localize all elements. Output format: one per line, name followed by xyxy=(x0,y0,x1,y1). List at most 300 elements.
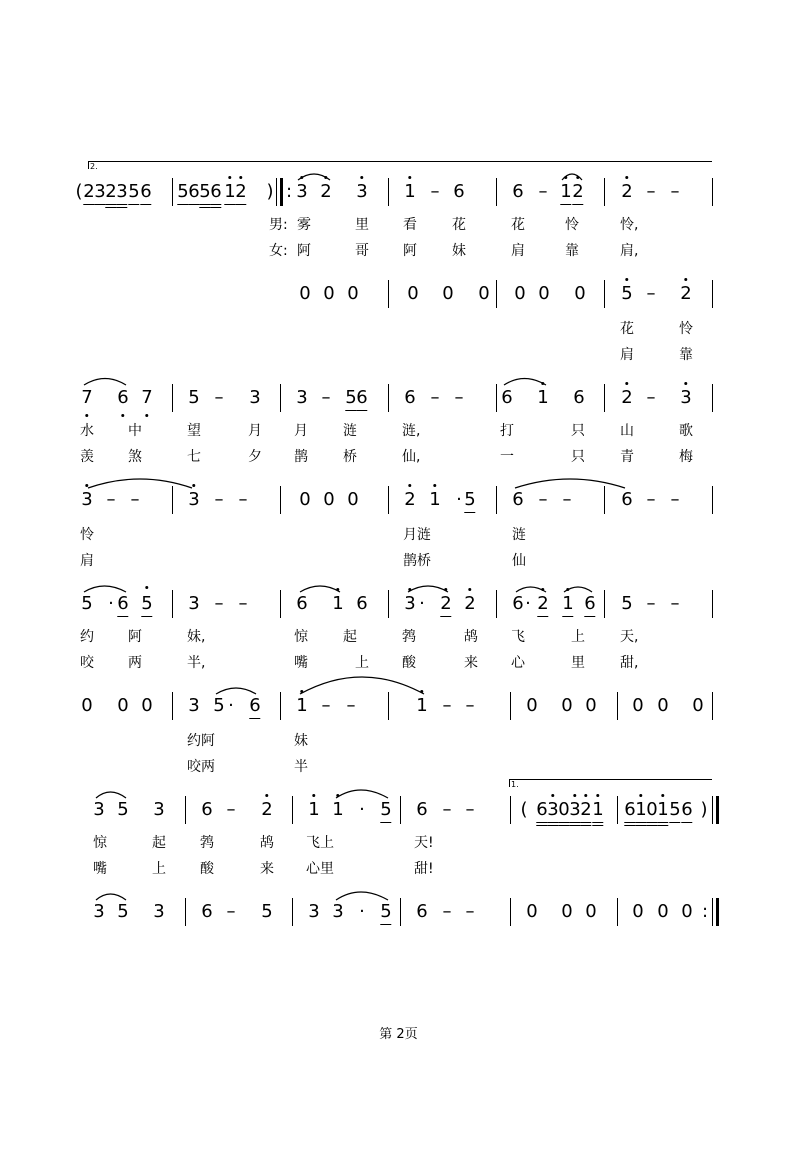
slur xyxy=(300,586,340,592)
note: 7 xyxy=(141,388,152,408)
paren-open: ( xyxy=(520,799,528,820)
barline xyxy=(388,280,389,308)
lyric: 鹁 xyxy=(402,629,416,645)
lyric: 飞 xyxy=(511,629,525,645)
note: 2 xyxy=(404,490,415,510)
note: 5 xyxy=(261,901,273,922)
lyric: 心里 xyxy=(306,861,334,877)
lyric: 雾 xyxy=(297,217,311,233)
note: 2 xyxy=(105,181,117,202)
note: 5 xyxy=(621,284,632,304)
dash: – xyxy=(465,799,475,820)
note: 0 xyxy=(81,695,93,716)
staff-row-5 xyxy=(0,696,797,726)
lyric: 月涟 xyxy=(403,527,431,543)
barline xyxy=(292,898,293,926)
note: 5 xyxy=(380,799,392,820)
note: 6 xyxy=(117,593,129,614)
note: 6 xyxy=(356,593,368,614)
dash: – xyxy=(214,593,224,614)
staff-row-4 xyxy=(0,594,797,624)
note: 3 xyxy=(308,901,320,922)
lyric: 羡 xyxy=(80,449,94,465)
barline xyxy=(172,178,173,206)
staff-row-3 xyxy=(0,490,797,520)
barline xyxy=(712,796,713,824)
lyric: 桥 xyxy=(343,449,357,465)
volta-mark-2: 2. xyxy=(90,162,98,171)
dash: – xyxy=(130,489,140,510)
dash: – xyxy=(238,593,248,614)
lyric: 天! xyxy=(414,835,434,851)
lyric-prefix-male: 男: xyxy=(269,217,288,233)
dash: – xyxy=(465,901,475,922)
lyric: 涟 xyxy=(343,423,357,439)
volta-bracket-line xyxy=(509,779,712,780)
note: 5 xyxy=(117,901,129,922)
lyric: 仙 xyxy=(512,553,526,569)
barline xyxy=(712,178,713,206)
barline xyxy=(280,692,281,720)
note: 0 xyxy=(407,283,419,304)
note: 0 xyxy=(681,901,693,922)
dash: – xyxy=(430,387,440,408)
lyric: 上 xyxy=(152,861,166,877)
dash: – xyxy=(226,799,236,820)
note: 5 xyxy=(669,799,681,820)
note: 3 xyxy=(249,387,261,408)
lyric: 惊 xyxy=(294,629,308,645)
slur xyxy=(408,586,448,592)
lyric: 阿 xyxy=(403,243,417,259)
volta-bracket-line xyxy=(88,161,712,162)
barline xyxy=(510,796,511,824)
note: 6 xyxy=(621,489,633,510)
lyric: 甜! xyxy=(414,861,434,877)
lyric: 靠 xyxy=(679,347,693,363)
lyric: 煞 xyxy=(128,449,142,465)
note: 6 xyxy=(681,799,693,820)
lyric: 肩 xyxy=(620,347,634,363)
note: 1 xyxy=(429,490,440,510)
lyric: 甜, xyxy=(620,655,639,671)
note: 3 xyxy=(153,799,165,820)
lyric: 只 xyxy=(571,423,585,439)
lyric: 来 xyxy=(260,861,274,877)
lyric: 鸪 xyxy=(464,629,478,645)
note: 6 xyxy=(536,799,548,820)
note: 0 xyxy=(478,283,490,304)
barline xyxy=(712,384,713,412)
barline xyxy=(388,384,389,412)
note: 5 xyxy=(128,181,140,202)
note: 0 xyxy=(692,695,704,716)
lyric: 花 xyxy=(452,217,466,233)
barline xyxy=(617,898,618,926)
barline xyxy=(292,796,293,824)
lyric: 约 xyxy=(80,629,94,645)
lyric: 七 xyxy=(187,449,201,465)
lyric: 鹁 xyxy=(200,835,214,851)
barline xyxy=(172,384,173,412)
note: 0 xyxy=(558,799,570,820)
lyric: 月 xyxy=(248,423,262,439)
repeat-start-barline xyxy=(280,178,283,206)
note: 6 xyxy=(201,799,213,820)
lyric-prefix-female: 女: xyxy=(269,243,288,259)
note: 5 xyxy=(213,695,225,716)
page-number: 第 2页 xyxy=(379,1027,418,1042)
note: 2 xyxy=(621,388,632,408)
note: 3 xyxy=(116,181,128,202)
lyric: 怜 xyxy=(565,217,579,233)
note: 5 xyxy=(188,387,200,408)
note: 3 xyxy=(188,490,199,510)
lyric: 涟 xyxy=(512,527,526,543)
lyric: 两 xyxy=(128,655,142,671)
dash: – xyxy=(442,799,452,820)
lyric: 仙, xyxy=(402,449,421,465)
note: 1 xyxy=(560,182,571,202)
note: 0 xyxy=(561,695,573,716)
note: 3 xyxy=(93,901,105,922)
lyric: 哥 xyxy=(355,243,369,259)
note: 0 xyxy=(323,489,335,510)
note: 5 xyxy=(464,489,476,510)
lyric: 半 xyxy=(294,759,308,775)
note: 2 xyxy=(680,284,691,304)
note: 6 xyxy=(584,593,596,614)
barline xyxy=(604,384,605,412)
barline xyxy=(400,796,401,824)
lyric: 鹊桥 xyxy=(403,553,431,569)
note: 3 xyxy=(404,594,415,614)
note: 1 xyxy=(416,696,427,716)
note: 0 xyxy=(299,489,311,510)
barline xyxy=(604,590,605,618)
barline xyxy=(388,692,389,720)
note: 6 xyxy=(501,387,513,408)
aug-dot: · xyxy=(108,593,114,614)
barline xyxy=(496,384,497,412)
note: 0 xyxy=(632,695,644,716)
barline xyxy=(496,280,497,308)
note: 3 xyxy=(93,799,105,820)
tie xyxy=(300,677,424,694)
note: 5 xyxy=(621,593,633,614)
note: 6 xyxy=(624,799,636,820)
aug-dot: · xyxy=(419,593,425,614)
note: 2 xyxy=(261,800,272,820)
dash: – xyxy=(214,489,224,510)
staff-row-7 xyxy=(0,902,797,932)
lyric: 里 xyxy=(355,217,369,233)
lyric: 惊 xyxy=(93,835,107,851)
barline xyxy=(712,486,713,514)
note: 3 xyxy=(81,490,92,510)
note: 3 xyxy=(188,695,200,716)
dash: – xyxy=(646,283,656,304)
note: 5 xyxy=(141,594,152,614)
lyric: 肩 xyxy=(511,243,525,259)
lyric: 肩 xyxy=(80,553,94,569)
lyric: 涟, xyxy=(402,423,421,439)
tie xyxy=(515,479,625,488)
note: 6 xyxy=(201,901,213,922)
note: 0 xyxy=(514,283,526,304)
dash: – xyxy=(646,181,656,202)
barline xyxy=(172,486,173,514)
lyric: 起 xyxy=(152,835,166,851)
lyric: 上 xyxy=(355,655,369,671)
note: 1 xyxy=(657,800,668,820)
barline xyxy=(496,590,497,618)
staff-row-1b xyxy=(0,284,797,314)
barline xyxy=(280,486,281,514)
note: 3 xyxy=(153,901,165,922)
lyric: 打 xyxy=(500,423,514,439)
lyric: 阿 xyxy=(297,243,311,259)
slur xyxy=(216,688,256,694)
aug-dot: · xyxy=(228,695,234,716)
slur xyxy=(96,894,126,900)
staff-row-2 xyxy=(0,388,797,418)
dash: – xyxy=(562,489,572,510)
note: 6 xyxy=(453,181,465,202)
dash: – xyxy=(454,387,464,408)
slur xyxy=(96,792,126,798)
dash: – xyxy=(646,593,656,614)
note: 1 xyxy=(332,800,343,820)
barline xyxy=(712,590,713,618)
barline xyxy=(604,178,605,206)
repeat-end-barline xyxy=(716,898,719,926)
dash: – xyxy=(214,387,224,408)
lyric: 咬两 xyxy=(187,759,215,775)
lyric: 花 xyxy=(511,217,525,233)
lyric: 里 xyxy=(571,655,585,671)
note: 5 xyxy=(177,181,189,202)
barline xyxy=(617,796,618,824)
note: 2 xyxy=(320,182,331,202)
paren-close: ) xyxy=(266,181,274,202)
note: 0 xyxy=(646,799,658,820)
lyric: 靠 xyxy=(565,243,579,259)
aug-dot: · xyxy=(359,799,365,820)
lyric: 怜 xyxy=(679,321,693,337)
lyric: 咬 xyxy=(80,655,94,671)
paren-open: ( xyxy=(75,181,83,202)
note: 3 xyxy=(356,182,367,202)
barline xyxy=(617,692,618,720)
dash: – xyxy=(538,489,548,510)
paren-close: ) xyxy=(700,799,708,820)
lyric: 酸 xyxy=(402,655,416,671)
note: 5 xyxy=(199,181,211,202)
note: 2 xyxy=(440,594,451,614)
note: 3 xyxy=(680,388,691,408)
slur xyxy=(84,379,126,386)
note: 6 xyxy=(512,181,524,202)
note: 0 xyxy=(442,283,454,304)
note: 0 xyxy=(657,695,669,716)
lyric: 歌 xyxy=(679,423,693,439)
lyric: 飞上 xyxy=(306,835,334,851)
dash: – xyxy=(646,489,656,510)
volta-mark-1: 1. xyxy=(511,780,519,789)
note: 0 xyxy=(538,283,550,304)
lyric: 妹, xyxy=(187,629,206,645)
note: 3 xyxy=(332,901,344,922)
barline xyxy=(712,898,713,926)
aug-dot: · xyxy=(359,901,365,922)
tie xyxy=(88,479,192,488)
note: 3 xyxy=(569,800,580,820)
aug-dot: · xyxy=(456,489,462,510)
lyric: 月 xyxy=(294,423,308,439)
note: 6 xyxy=(573,387,585,408)
repeat-dots: : xyxy=(701,901,709,922)
note: 6 xyxy=(512,489,524,510)
dash: – xyxy=(646,387,656,408)
note: 1 xyxy=(308,800,319,820)
note: 1 xyxy=(224,182,235,202)
lyric: 来 xyxy=(464,655,478,671)
dash: – xyxy=(226,901,236,922)
lyric: 夕 xyxy=(248,449,262,465)
lyric: 山 xyxy=(620,423,634,439)
lyric: 阿 xyxy=(128,629,142,645)
note: 2 xyxy=(572,182,583,202)
lyric: 怜 xyxy=(80,527,94,543)
barline xyxy=(496,486,497,514)
note: 3 xyxy=(188,593,200,614)
note: 2 xyxy=(537,594,548,614)
staff-row-1 xyxy=(0,182,797,212)
note: 1 xyxy=(537,388,548,408)
note: 2 xyxy=(580,800,591,820)
note: 0 xyxy=(632,901,644,922)
note: 1 xyxy=(332,594,343,614)
note: 0 xyxy=(299,283,311,304)
barline xyxy=(172,590,173,618)
lyric: 妹 xyxy=(452,243,466,259)
lyric: 肩, xyxy=(620,243,639,259)
dash: – xyxy=(670,181,680,202)
lyric: 一 xyxy=(500,449,514,465)
barline xyxy=(280,590,281,618)
lyric: 青 xyxy=(620,449,634,465)
lyric: 怜, xyxy=(620,217,639,233)
barline xyxy=(604,280,605,308)
note: 6 xyxy=(117,388,128,408)
note: 5 xyxy=(117,799,129,820)
barline xyxy=(280,384,281,412)
note: 1 xyxy=(562,594,573,614)
dash: – xyxy=(442,695,452,716)
volta-bracket-hook xyxy=(509,779,510,787)
barline xyxy=(388,486,389,514)
dash: – xyxy=(670,593,680,614)
note: 3 xyxy=(296,182,307,202)
barline xyxy=(185,796,186,824)
slur xyxy=(336,892,388,900)
note: 6 xyxy=(296,593,308,614)
lyric: 心 xyxy=(511,655,525,671)
note: 1 xyxy=(635,800,646,820)
dash: – xyxy=(321,695,331,716)
lyric: 上 xyxy=(571,629,585,645)
lyric: 看 xyxy=(403,217,417,233)
note: 0 xyxy=(347,489,359,510)
note: 0 xyxy=(526,695,538,716)
barline xyxy=(400,898,401,926)
slur xyxy=(336,790,388,798)
note: 5 xyxy=(345,387,357,408)
note: 0 xyxy=(574,283,586,304)
note: 6 xyxy=(356,387,368,408)
lyric: 酸 xyxy=(200,861,214,877)
note: 1 xyxy=(296,696,307,716)
note: 0 xyxy=(141,695,153,716)
note: 5 xyxy=(81,593,93,614)
note: 3 xyxy=(547,800,558,820)
dash: – xyxy=(346,695,356,716)
barline xyxy=(276,178,277,206)
lyric: 望 xyxy=(187,423,201,439)
note: 1 xyxy=(404,182,415,202)
note: 0 xyxy=(657,901,669,922)
lyric: 天, xyxy=(620,629,639,645)
note: 6 xyxy=(210,181,222,202)
dash: – xyxy=(442,901,452,922)
lyric: 鸪 xyxy=(260,835,274,851)
note: 0 xyxy=(347,283,359,304)
lyric: 妹 xyxy=(294,733,308,749)
note: 6 xyxy=(416,901,428,922)
barline xyxy=(496,178,497,206)
lyric: 约阿 xyxy=(187,733,215,749)
note: 3 xyxy=(94,181,106,202)
note: 5 xyxy=(380,901,392,922)
lyric: 梅 xyxy=(679,449,693,465)
slur xyxy=(84,586,126,592)
note: 1 xyxy=(592,800,603,820)
dash: – xyxy=(670,489,680,510)
note: 6 xyxy=(512,593,524,614)
barline xyxy=(172,692,173,720)
barline xyxy=(388,178,389,206)
note: 6 xyxy=(188,181,200,202)
note: 0 xyxy=(585,695,597,716)
staff-row-6 xyxy=(0,800,797,830)
note: 0 xyxy=(561,901,573,922)
dash: – xyxy=(106,489,116,510)
lyric: 起 xyxy=(343,629,357,645)
note: 6 xyxy=(249,695,261,716)
note: 3 xyxy=(296,387,308,408)
slur xyxy=(504,379,546,386)
note: 2 xyxy=(621,182,632,202)
lyric: 半, xyxy=(187,655,206,671)
dash: – xyxy=(430,181,440,202)
dash: – xyxy=(238,489,248,510)
note: 0 xyxy=(585,901,597,922)
barline xyxy=(712,280,713,308)
barline xyxy=(712,692,713,720)
aug-dot: · xyxy=(525,593,531,614)
barline xyxy=(185,898,186,926)
